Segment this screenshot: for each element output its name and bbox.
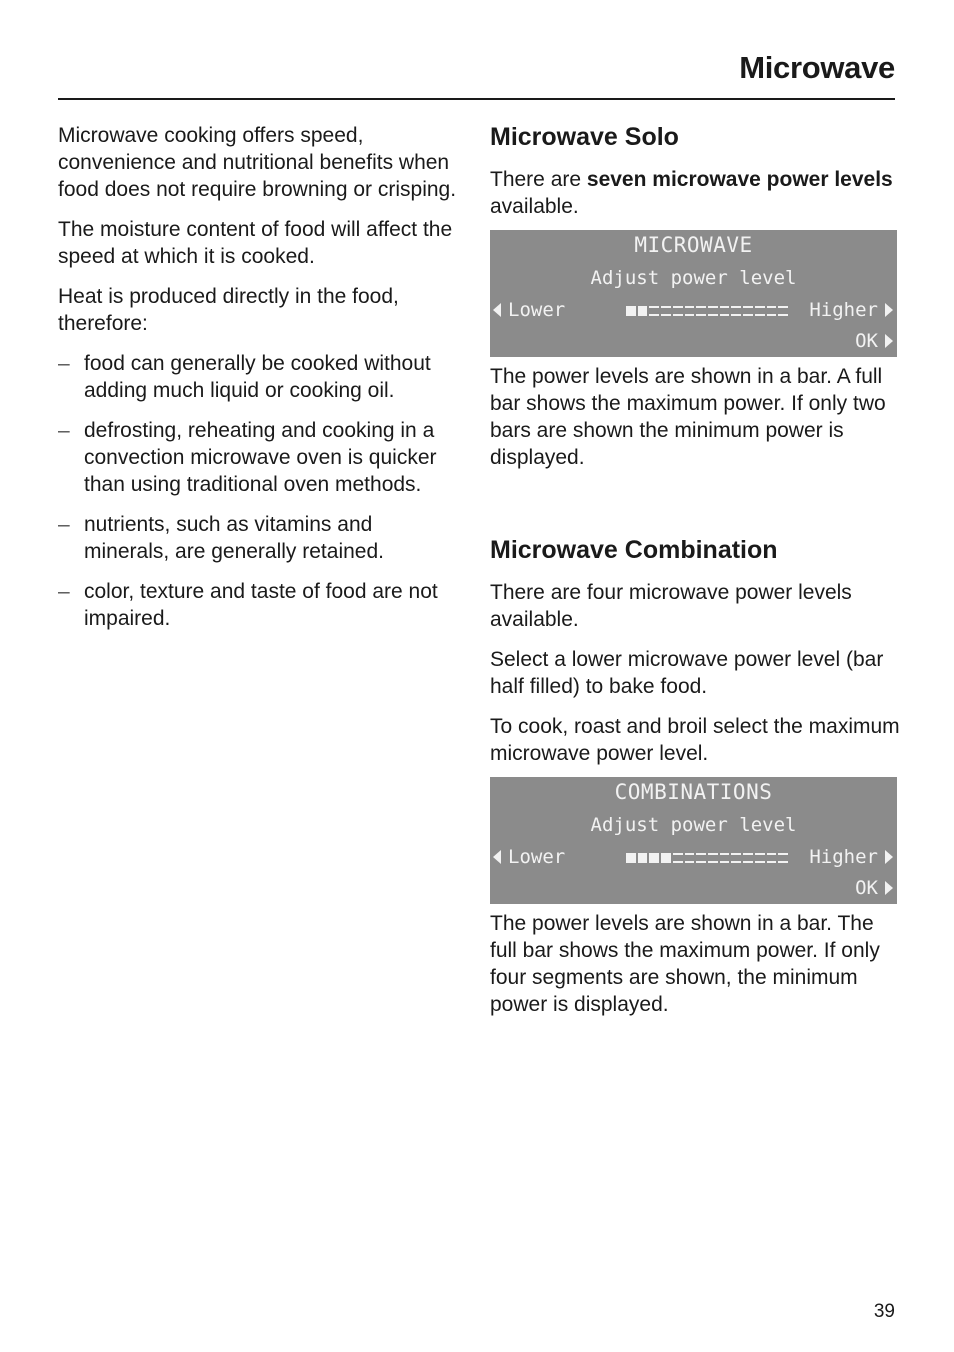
- solo-intro: There are seven microwave power levels available.: [490, 168, 893, 218]
- arrow-right-icon: [885, 881, 893, 895]
- ok-control: OK: [855, 329, 893, 353]
- arrow-right-icon: [885, 303, 893, 317]
- moisture-paragraph: The moisture content of food will affect the speed at which it is cooked.: [58, 218, 453, 268]
- dash-marker: –: [58, 352, 70, 375]
- solo-explanation: The power levels are shown in a bar. A full bar shows the maximum power. If only two bars are shown the minimum power is displayed.: [490, 365, 886, 469]
- combination-display: [490, 777, 897, 904]
- microwave-display: [490, 230, 897, 357]
- solo-heading: Microwave Solo: [490, 123, 679, 151]
- combination-roast-paragraph: To cook, roast and broil select the maximum microwave power level.: [490, 715, 900, 765]
- dash-marker: –: [58, 580, 70, 603]
- bar-segment: [708, 306, 718, 316]
- display-subtitle: Adjust power level: [590, 814, 797, 836]
- left-column: [58, 122, 458, 645]
- benefit-list: [58, 350, 458, 632]
- intro-paragraph: Microwave cooking offers speed, convenience and nutritional benefits when food does not require browning or crisping.: [58, 124, 457, 201]
- bar-segment: [626, 306, 636, 316]
- bar-segment: [720, 853, 730, 863]
- bar-segment: [649, 306, 659, 316]
- bar-segment: [755, 853, 765, 863]
- ok-control: OK: [855, 876, 893, 900]
- bar-segment: [661, 853, 671, 863]
- arrow-left-icon: [493, 303, 501, 317]
- bar-segment: [638, 853, 648, 863]
- lower-control: Lower: [493, 298, 565, 322]
- list-item: – food can generally be cooked without adding much liquid or cooking oil.: [58, 352, 431, 402]
- higher-control: Higher: [809, 298, 893, 322]
- bar-segment: [626, 853, 636, 863]
- dash-marker: –: [58, 513, 70, 536]
- display-subtitle: Adjust power level: [590, 267, 797, 289]
- combination-intro: There are four microwave power levels available.: [490, 581, 852, 631]
- list-item: – nutrients, such as vitamins and minerals, are generally retained.: [58, 513, 384, 563]
- list-item: – color, texture and taste of food are not impaired.: [58, 580, 438, 630]
- power-level-bar: [626, 853, 788, 863]
- bar-segment: [767, 853, 777, 863]
- display-title: MICROWAVE: [634, 233, 753, 257]
- higher-control: Higher: [809, 845, 893, 869]
- combination-explanation: The power levels are shown in a bar. The full bar shows the maximum power. If only four segments are shown, the minimum power is displayed.: [490, 912, 880, 1016]
- heat-paragraph: Heat is produced directly in the food, therefore:: [58, 285, 399, 335]
- arrow-right-icon: [885, 334, 893, 348]
- list-item: – defrosting, reheating and cooking in a convection microwave oven is quicker than using traditional oven methods.: [58, 419, 437, 496]
- combination-bake-paragraph: Select a lower microwave power level (bar half filled) to bake food.: [490, 648, 884, 698]
- bar-segment: [731, 306, 741, 316]
- bar-segment: [708, 853, 718, 863]
- dash-marker: –: [58, 419, 70, 442]
- arrow-right-icon: [885, 850, 893, 864]
- bar-segment: [673, 306, 683, 316]
- arrow-left-icon: [493, 850, 501, 864]
- bar-segment: [743, 853, 753, 863]
- lower-control: Lower: [493, 845, 565, 869]
- bar-segment: [696, 853, 706, 863]
- bar-segment: [755, 306, 765, 316]
- bar-segment: [778, 306, 788, 316]
- bar-segment: [685, 306, 695, 316]
- bar-segment: [767, 306, 777, 316]
- bar-segment: [673, 853, 683, 863]
- combination-heading: Microwave Combination: [490, 536, 778, 564]
- bar-segment: [720, 306, 730, 316]
- bar-segment: [778, 853, 788, 863]
- power-level-bar: [626, 306, 788, 316]
- right-column: [490, 122, 900, 1018]
- bar-segment: [638, 306, 648, 316]
- bar-segment: [661, 306, 671, 316]
- page-title: Microwave: [739, 50, 895, 85]
- bar-segment: [743, 306, 753, 316]
- bar-segment: [685, 853, 695, 863]
- bar-segment: [731, 853, 741, 863]
- page-number: 39: [873, 1301, 895, 1322]
- display-title: COMBINATIONS: [614, 780, 773, 804]
- bar-segment: [696, 306, 706, 316]
- title-rule: [58, 98, 895, 100]
- bar-segment: [649, 853, 659, 863]
